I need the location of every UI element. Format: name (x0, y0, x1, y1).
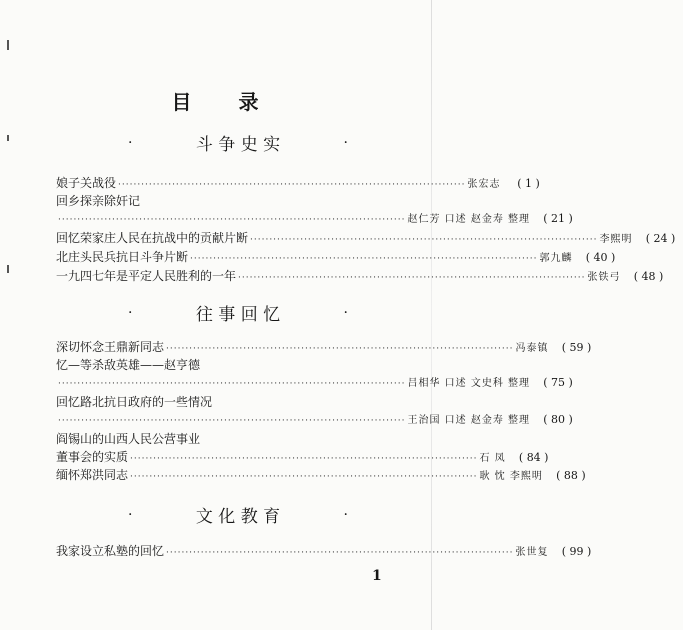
page-title: 目 录 (171, 90, 279, 114)
entry-title: 阎锡山的山西人民公营事业 (56, 432, 201, 446)
dot-leader: ·························································································· (166, 548, 514, 558)
section-heading-education (128, 502, 348, 527)
dot-leader: ·························································································· (58, 215, 406, 225)
bullet-dot: · (343, 134, 348, 151)
dot-leader: ·························································································· (130, 472, 478, 482)
entry-author: 李熙明 (599, 234, 633, 245)
entry-title: 董事会的实质 (56, 450, 129, 464)
entry-author: 王治国 口述 赵金寿 整理 (407, 415, 531, 426)
entry-page: ( 80 ) (536, 413, 580, 426)
toc-entry[interactable] (56, 411, 566, 429)
page-number: 1 (372, 568, 382, 584)
entry-title: 回忆荣家庄人民在抗战中的贡献片断 (56, 231, 249, 245)
margin-mark (7, 40, 9, 50)
dot-leader: ·························································································· (118, 180, 466, 190)
entry-title: 忆—等杀敌英雄——赵亨德 (56, 358, 201, 372)
toc-entry[interactable] (56, 448, 541, 466)
entry-title: 缅怀郑洪同志 (56, 468, 129, 482)
toc-entry[interactable] (56, 430, 394, 448)
toc-entry[interactable] (56, 393, 394, 411)
toc-entry[interactable] (56, 192, 394, 210)
entry-page: ( 59 ) (555, 341, 599, 354)
toc-entry[interactable] (56, 466, 578, 484)
toc-entry[interactable] (56, 248, 608, 266)
toc-entry[interactable] (56, 210, 566, 228)
toc-entry[interactable] (56, 267, 656, 285)
toc-entry[interactable] (56, 174, 532, 192)
entry-page: ( 21 ) (536, 212, 580, 225)
entry-page: ( 84 ) (512, 451, 556, 464)
entry-page: ( 99 ) (555, 545, 599, 558)
toc-entry[interactable] (56, 542, 584, 560)
entry-title: 回忆路北抗日政府的一些情况 (56, 395, 213, 409)
dot-leader: ·························································································· (238, 273, 586, 283)
dot-leader: ·························································································· (166, 344, 514, 354)
section-heading-struggle (128, 130, 348, 155)
entry-page: ( 1 ) (507, 177, 551, 190)
entry-title: 北庄头民兵抗日斗争片断 (56, 250, 189, 264)
entry-page: ( 40 ) (579, 251, 623, 264)
entry-title: 娘子关战役 (56, 176, 117, 190)
margin-mark (7, 265, 9, 273)
entry-author: 冯泰镇 (515, 343, 549, 354)
entry-author: 张宏志 (467, 179, 501, 190)
entry-title: 我家设立私塾的回忆 (56, 544, 165, 558)
bullet-dot: · (128, 134, 133, 151)
entry-author: 吕相华 口述 文史科 整理 (407, 378, 531, 389)
toc-entry[interactable] (56, 356, 394, 374)
entry-title: 一九四七年是平定人民胜利的一年 (56, 269, 237, 283)
bullet-dot: · (343, 506, 348, 523)
section-heading-text: 文 化 教 育 (195, 507, 281, 527)
entry-title: 深切怀念王鼎新同志 (56, 340, 165, 354)
entry-title: 回乡探亲除奸记 (56, 194, 141, 208)
section-heading-text: 往 事 回 忆 (195, 305, 281, 325)
bullet-dot: · (128, 304, 133, 321)
toc-entry[interactable] (56, 374, 566, 392)
entry-page: ( 75 ) (536, 376, 580, 389)
toc-entry[interactable] (56, 338, 584, 356)
entry-page: ( 48 ) (627, 270, 671, 283)
entry-author: 耿 忱 李熙明 (479, 471, 543, 482)
dot-leader: ·························································································· (58, 379, 406, 389)
bullet-dot: · (128, 506, 133, 523)
entry-page: ( 24 ) (639, 232, 683, 245)
entry-page: ( 88 ) (549, 469, 593, 482)
dot-leader: ·························································································· (58, 416, 406, 426)
toc-entry[interactable] (56, 229, 668, 247)
section-heading-memories (128, 300, 348, 325)
dot-leader: ·························································································· (250, 235, 598, 245)
entry-author: 张铁弓 (587, 272, 621, 283)
entry-author: 郭九麟 (539, 253, 573, 264)
entry-author: 赵仁芳 口述 赵金寿 整理 (407, 214, 531, 225)
entry-author: 张世复 (515, 547, 549, 558)
bullet-dot: · (343, 304, 348, 321)
dot-leader: ·························································································· (190, 254, 538, 264)
margin-mark (7, 135, 9, 141)
entry-author: 石 凤 (479, 453, 506, 464)
section-heading-text: 斗 争 史 实 (195, 135, 281, 155)
dot-leader: ·························································································· (130, 454, 478, 464)
